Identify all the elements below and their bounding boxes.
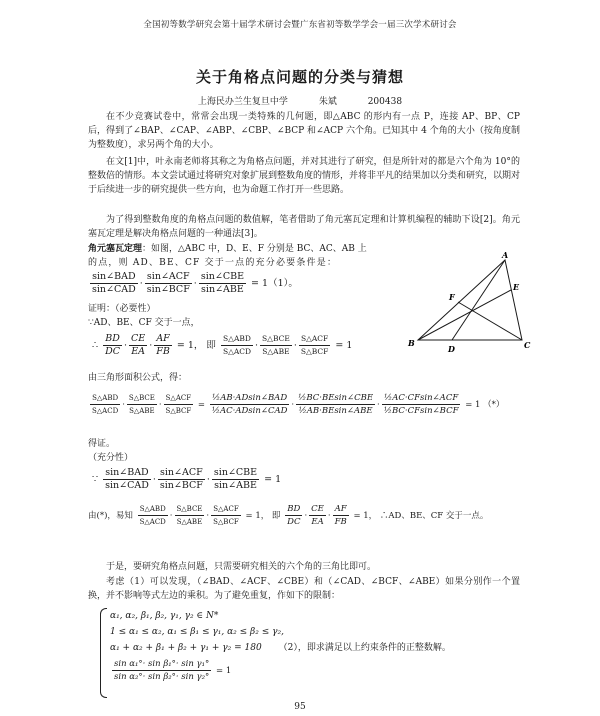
ratio-den-1: DC	[105, 346, 120, 357]
ceva-den-2: sin∠BCF	[146, 284, 190, 295]
constraint-3-note: （2），即求满足以上约束条件的正整数解。	[278, 643, 451, 653]
ratio-mid: = 1， 即	[176, 340, 216, 351]
conclusion-2: 考虑（1）可以发现，（∠BAD、∠ACF、∠CBE）和（∠CAD、∠BCF、∠ABE）如果分别作一个置换，并不影响等式左边的乘积。为了避免重复，作如下的限制：	[88, 577, 520, 601]
constraint-brace	[100, 608, 107, 698]
label-f: F	[449, 292, 455, 302]
constraint-1: α₁, α₂, β₁, β₂, γ₁, γ₂ ∈ N*	[110, 611, 219, 621]
suff-num-1: sin∠BAD	[103, 467, 151, 480]
big-frac-1	[210, 392, 290, 417]
constraint-3: α₁ + α₂ + β₁ + β₂ + γ₁ + γ₂ = 180	[110, 643, 262, 653]
area-3	[299, 333, 331, 358]
area-num-3: S△ACF	[299, 333, 331, 346]
ratio-2	[129, 333, 147, 358]
page-number: 95	[294, 702, 306, 712]
conv-ratio-num-1: BD	[285, 503, 302, 516]
constraint-3-row	[110, 642, 451, 655]
conv-ratio-den-2: EA	[311, 517, 324, 527]
ratio-1	[103, 333, 122, 358]
area-num-2: S△BCE	[260, 333, 292, 346]
big-num-1: ½AB·ADsin∠BAD	[210, 392, 290, 405]
conv-area-2	[175, 503, 205, 528]
affiliation: 上海民办兰生复旦中学	[197, 97, 288, 107]
triangle-abc	[418, 260, 522, 340]
conv-ratio-den-1: DC	[287, 517, 301, 527]
constraint-4-num: sin α₁°· sin β₁°· sin γ₁°	[114, 659, 210, 669]
big-equation: $\frac{\text{S△ABD}}{\text{S△ACD}}$ · $\frac{\text{S△BCE}}{\text{S△ABE}}$ · $\frac{\text{S△ACF}}{\text{S△BCF}}$ = $\frac{\text{½AB·ADsin∠BAD}}{\text{½AC·ADsin∠CAD}}$ · $\frac{\text{½BC·BEsin∠CBE}}{\text{½AB·BEsin∠ABE}}$ · $\frac{\text{½AC·CFsin∠ACF}}{\text{½BC·CFsin∠BCF}}$ = 1 （*）	[92, 393, 505, 416]
conv-area-den-2: S△ABE	[176, 518, 203, 526]
conv-ratio-3	[333, 503, 349, 528]
big-rhs: = 1 （*）	[465, 400, 505, 410]
suff-rhs: = 1	[264, 474, 282, 485]
big-den-2: ½AB·BEsin∠ABE	[298, 406, 373, 416]
big-area-3	[164, 392, 194, 417]
label-c: C	[524, 340, 531, 350]
label-b: B	[408, 338, 415, 348]
triangle-figure	[400, 250, 540, 360]
area-den-1: S△ACD	[222, 347, 252, 356]
conv-area-den-3: S△BCF	[213, 518, 239, 526]
conv-ratio-den-3: FB	[334, 517, 347, 527]
suff-num-3: sin∠CBE	[213, 467, 258, 478]
constraint-2: 1 ≤ α₁ ≤ α₂, α₁ ≤ β₁ ≤ γ₁, α₂ ≤ β₂ ≤ γ₂,	[110, 627, 284, 637]
conv-area-num-2: S△BCE	[175, 503, 205, 516]
area-1	[221, 333, 253, 358]
ratio-3	[154, 333, 172, 358]
converse-equation: 由(*)，易知 $\frac{\text{S△ABD}}{\text{S△ACD}}$ · $\frac{\text{S△BCE}}{\text{S△ABE}}$ · $\frac{\text{S△ACF}}{\text{S△BCF}}$ = 1， 即 $\frac{BD}{DC}$ · $\frac{CE}{EA}$ · $\frac{AF}{FB}$ = 1， ∴AD、BE、CF 交于一点。	[88, 504, 489, 527]
big-area-num-3: S△ACF	[164, 392, 194, 405]
area-den-2: S△ABE	[262, 347, 290, 356]
ceva-num-3: sin∠CBE	[200, 271, 245, 282]
ratio-num-3: AF	[154, 333, 172, 346]
conference-header: 全国初等数学研究会第十届学术研讨会暨广东省初等数学学会一届三次学术研讨会	[143, 20, 457, 30]
big-num-3: ½AC·CFsin∠ACF	[382, 392, 461, 405]
big-area-2	[127, 392, 157, 417]
paper-title: 关于角格点问题的分类与猜想	[195, 68, 404, 86]
postcode: 200438	[367, 97, 403, 107]
big-area-den-3: S△BCF	[165, 407, 192, 415]
suff-den-2: sin∠BCF	[159, 480, 203, 491]
sufficiency-equation: ∵ $\frac{\text{sin∠BAD}}{\text{sin∠CAD}}$ · $\frac{\text{sin∠ACF}}{\text{sin∠BCF}}$ · $\frac{\text{sin∠CBE}}{\text{sin∠ABE}}$ = 1	[92, 467, 282, 491]
conv-ratio-1	[285, 503, 302, 528]
paragraph-intro: 在不少竞赛试卷中，常常会出现一类特殊的几何题，即△ABC 的形内有一点 P，连接 AP、BP、CP 后，得到了∠BAP、∠CAP、∠ABP、∠CBP、∠BCP 和∠ACP 六个角。已知其中 4 个角的大小（按角度制为整数度），求另两个角的大小。	[88, 112, 520, 150]
big-area-den-1: S△ACD	[92, 407, 119, 415]
ceva-den-3: sin∠ABE	[201, 284, 244, 295]
necessity-label: 证明：（必要性）	[88, 304, 156, 314]
ratio-num-1: BD	[103, 333, 122, 346]
area-2	[260, 333, 292, 358]
constraint-4-frac	[112, 658, 211, 683]
suff-frac-1	[103, 467, 151, 492]
big-area-den-2: S△ABE	[129, 407, 155, 415]
therefore-symbol: ∴	[92, 340, 99, 351]
label-d: D	[448, 344, 455, 354]
conv-ratio-num-3: AF	[333, 503, 349, 516]
ceva-equation: $\frac{\text{sin∠BAD}}{\text{sin∠CAD}}$ · $\frac{\text{sin∠ACF}}{\text{sin∠BCF}}$ · $\frac{\text{sin∠CBE}}{\text{sin∠ABE}}$ = 1（1）。	[92, 271, 298, 295]
conv-area-num-1: S△ABD	[138, 503, 168, 516]
ratio-num-2: CE	[131, 333, 146, 344]
ceva-num-2: sin∠ACF	[145, 271, 192, 284]
conv-area-num-3: S△ACF	[211, 503, 241, 516]
from-star-text: 由(*)，易知	[88, 511, 133, 521]
label-e: E	[513, 282, 520, 292]
because-symbol: ∵	[92, 474, 99, 485]
ratio-den-3: FB	[156, 346, 170, 357]
area-den-3: S△BCF	[300, 347, 329, 356]
constraint-4-den: sin α₂°· sin β₂°· sin γ₂°	[114, 672, 210, 682]
big-area-1	[90, 392, 120, 417]
ceva-rhs: = 1（1）。	[251, 278, 298, 289]
byline	[0, 94, 600, 107]
conclusion-1: 于是，要研究角格点问题，只需要研究相关的六个角的三角比即可。	[106, 562, 377, 572]
conv-area-3	[211, 503, 241, 528]
ceva-den-1: sin∠CAD	[92, 284, 136, 295]
from-star-mid: = 1， 即	[245, 511, 281, 521]
label-a: A	[502, 250, 509, 260]
ratio-den-2: EA	[131, 346, 145, 357]
big-den-3: ½BC·CFsin∠BCF	[383, 406, 459, 416]
big-area-num-2: S△BCE	[127, 392, 157, 405]
paragraph-method: 为了得到整数角度的角格点问题的数值解，笔者借助了角元塞瓦定理和计算机编程的辅助下设[2]。角元塞瓦定理是解决角格点问题的一种通法[3]。	[88, 215, 520, 239]
cevian-cf	[458, 302, 522, 340]
suff-frac-3	[212, 467, 259, 492]
suff-den-1: sin∠CAD	[105, 480, 149, 491]
suff-den-3: sin∠ABE	[214, 480, 257, 491]
premise: ∵AD、BE、CF 交于一点，	[88, 318, 200, 328]
ceva-frac-1	[90, 271, 138, 296]
conv-ratio-2	[309, 503, 326, 528]
constraint-4	[110, 658, 231, 683]
ceva-frac-3	[199, 271, 246, 296]
big-frac-3	[382, 392, 461, 417]
constraint-4-rhs: = 1	[216, 666, 232, 676]
ceva-frac-2	[145, 271, 192, 296]
proven-text: 得证。	[88, 439, 116, 449]
big-den-1: ½AC·ADsin∠CAD	[211, 406, 288, 416]
area-formula-intro: 由三角形面积公式，得：	[88, 373, 188, 383]
ceva-num-1: sin∠BAD	[90, 271, 138, 284]
area-num-1: S△ABD	[221, 333, 253, 346]
sufficiency-label: （充分性）	[88, 453, 134, 463]
theorem-line-1	[88, 243, 367, 256]
conv-area-1	[138, 503, 168, 528]
theorem-line-2: 的点，则 AD、BE、CF 交于一点的充分必要条件是：	[88, 258, 338, 268]
cevian-ad	[452, 260, 505, 340]
big-num-2: ½BC·BEsin∠CBE	[298, 393, 374, 403]
big-area-num-1: S△ABD	[90, 392, 120, 405]
big-frac-2	[296, 392, 375, 417]
ratio-end: = 1	[335, 340, 353, 351]
conv-area-den-1: S△ACD	[139, 518, 166, 526]
suff-num-2: sin∠ACF	[158, 467, 205, 480]
paragraph-background: 在文[1]中，叶永南老师将其称之为角格点问题，并对其进行了研究，但是所针对的都是六个角为 10°的整数倍的情形。本文尝试通过将研究对象扩展到整数角度的情形，并将非平凡的结果加以分类和研究，以期对于后续进一步的研究提供一些方向，也为命题工作打开一些思路。	[88, 157, 521, 195]
ratio-equation: ∴ $\frac{BD}{DC}$ · $\frac{CE}{EA}$ · $\frac{AF}{FB}$ = 1， 即 $\frac{\text{S△ABD}}{\text{S△ACD}}$ · $\frac{\text{S△BCE}}{\text{S△ABE}}$ · $\frac{\text{S△ACF}}{\text{S△BCF}}$ = 1	[92, 333, 353, 357]
conv-ratio-num-2: CE	[311, 504, 324, 514]
suff-frac-2	[158, 467, 205, 492]
author: 朱斌	[318, 97, 337, 107]
from-star-end: = 1， ∴AD、BE、CF 交于一点。	[353, 511, 489, 521]
theorem-label: 角元塞瓦定理	[88, 244, 143, 254]
theorem-text-1: ：如图，△ABC 中，D、E、F 分别是 BC、AC、AB 上	[142, 244, 367, 254]
